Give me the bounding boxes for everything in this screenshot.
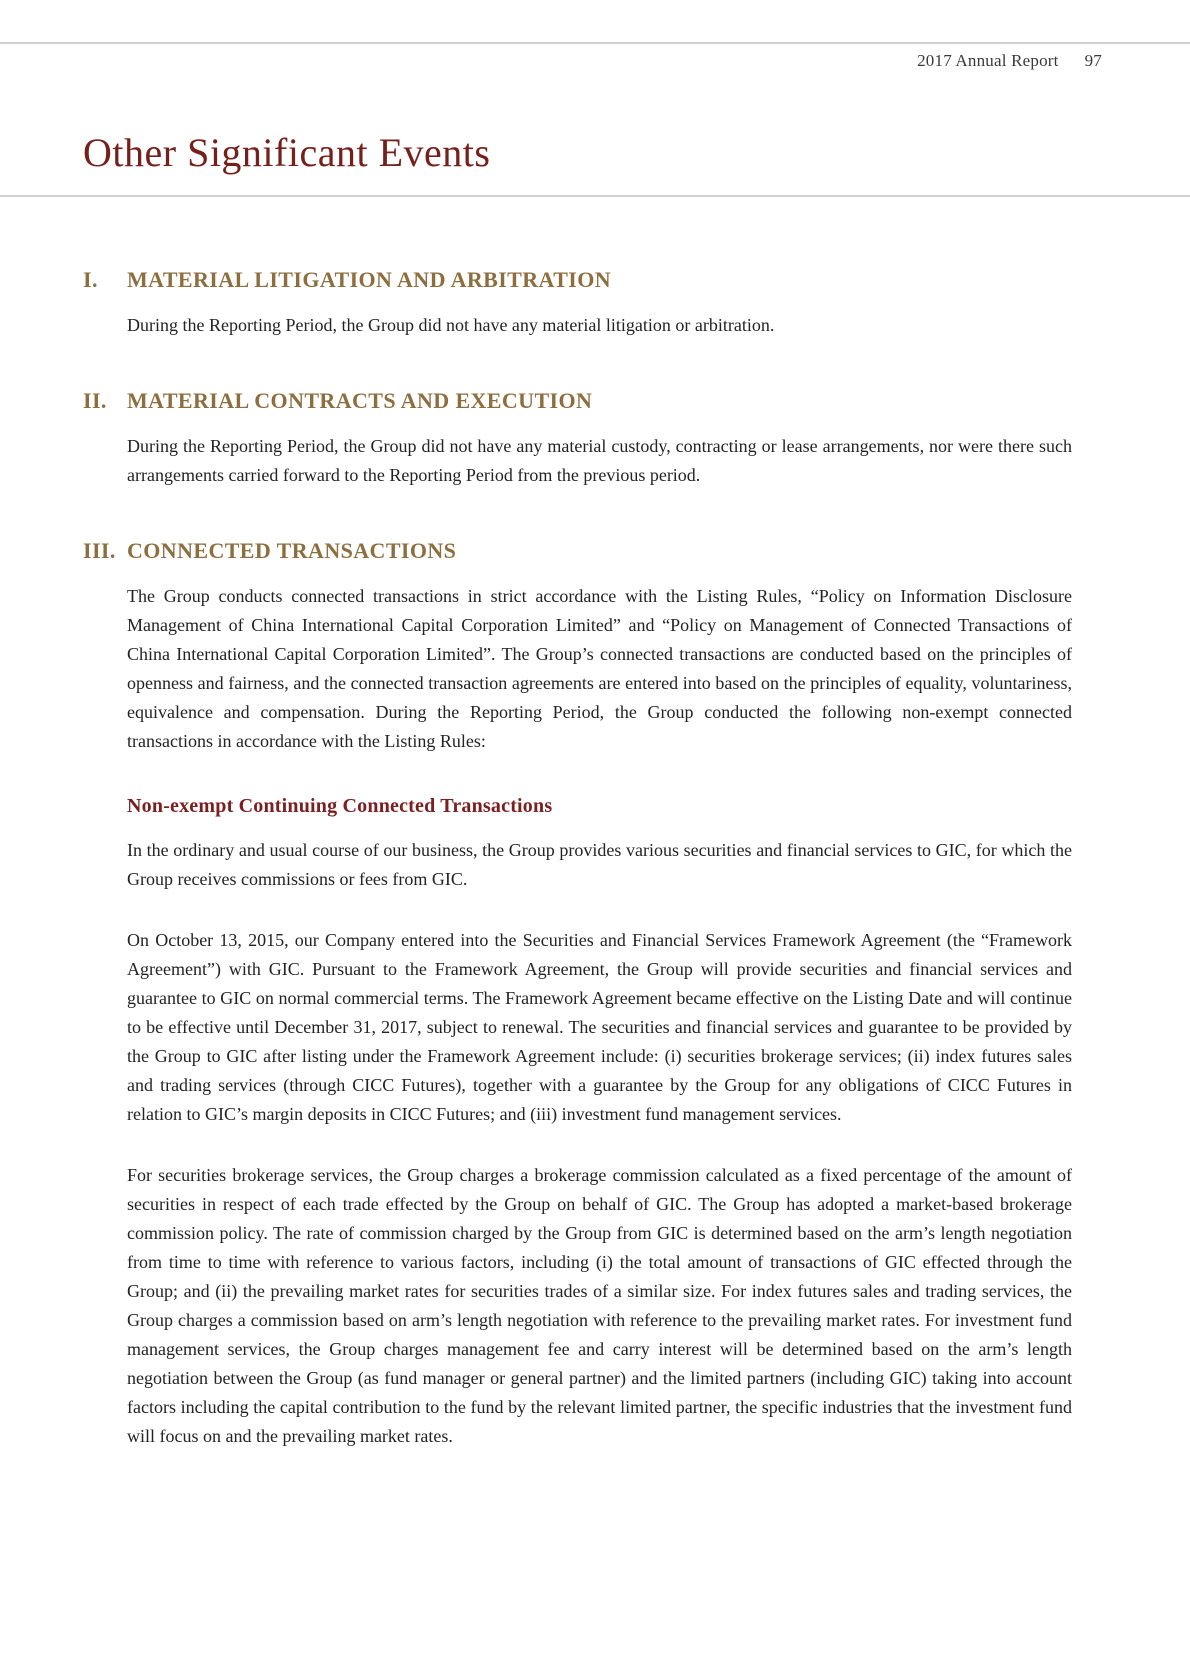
section-heading-text: MATERIAL CONTRACTS AND EXECUTION [127,388,593,413]
paragraph: For securities brokerage services, the Group charges a brokerage commission calculated as a fixed percentage of the amount of securities in respect of each trade effected by the Group on behalf of GIC. The Group has adopted a market-based brokerage commission policy. The rate of commission charged by the Group from GIC is determined based on the arm’s length negotiation from time to time with reference to various factors, including (i) the total amount of transactions of GIC effected through the Group; and (ii) the prevailing market rates for securities trades of a similar size. For index futures sales and trading services, the Group charges a commission based on arm’s length negotiation with reference to the prevailing market rates. For investment fund management services, the Group charges management fee and carry interest will be determined based on the arm’s length negotiation between the Group (as fund manager or general partner) and the limited partners (including GIC) taking into account factors including the capital contribution to the fund by the relevant limited partner, the specific industries that the investment fund will focus on and the prevailing market rates. [127,1165,1072,1446]
section-material-contracts [0,388,1190,490]
subsection-heading: Non-exempt Continuing Connected Transactions [127,795,553,817]
paragraph: On October 13, 2015, our Company entered into the Securities and Financial Services Framework Agreement (the “Framework Agreement”) with GIC. Pursuant to the Framework Agreement, the Group will provide securities and financial services and guarantee to GIC on normal commercial terms. The Framework Agreement became effective on the Listing Date and will continue to be effective until December 31, 2017, subject to renewal. The securities and financial services and guarantee to be provided by the Group to GIC after listing under the Framework Agreement include: (i) securities brokerage services; (ii) index futures sales and trading services (through CICC Futures), together with a guarantee by the Group for any obligations of CICC Futures in relation to GIC’s margin deposits in CICC Futures; and (iii) investment fund management services. [127,930,1072,1124]
section-connected-transactions [0,538,1190,1451]
section-numeral: I. [83,267,98,292]
section-heading [83,538,1072,564]
section-heading-text: MATERIAL LITIGATION AND ARBITRATION [127,267,612,292]
page-root [0,42,1190,1657]
title-divider [0,195,1190,197]
page-header [0,44,1190,71]
page-title: Other Significant Events [83,130,491,175]
page-number: 97 [1084,51,1102,70]
section-heading [83,267,1072,293]
report-title: 2017 Annual Report [917,51,1059,70]
document-content [0,267,1190,1491]
subsection-non-exempt-transactions [0,794,1190,1451]
section-numeral: III. [83,538,116,563]
section-heading [83,388,1072,414]
paragraph: During the Reporting Period, the Group did not have any material custody, contracting or lease arrangements, nor were there such arrangements carried forward to the Reporting Period from the previous period. [127,436,1072,485]
paragraph: In the ordinary and usual course of our business, the Group provides various securities and financial services to GIC, for which the Group receives commissions or fees from GIC. [127,840,1072,889]
paragraph: During the Reporting Period, the Group did not have any material litigation or arbitration. [127,315,775,335]
paragraph: The Group conducts connected transactions in strict accordance with the Listing Rules, “Policy on Information Disclosure Management of China International Capital Corporation Limited” and “Policy on Management of Connected Transactions of China International Capital Corporation Limited”. The Group’s connected transactions are conducted based on the principles of openness and fairness, and the connected transaction agreements are entered into based on the principles of equality, voluntariness, equivalence and compensation. During the Reporting Period, the Group conducted the following non-exempt connected transactions in accordance with the Listing Rules: [127,586,1072,751]
section-heading-text: CONNECTED TRANSACTIONS [127,538,457,563]
section-material-litigation [0,267,1190,340]
section-numeral: II. [83,388,107,413]
